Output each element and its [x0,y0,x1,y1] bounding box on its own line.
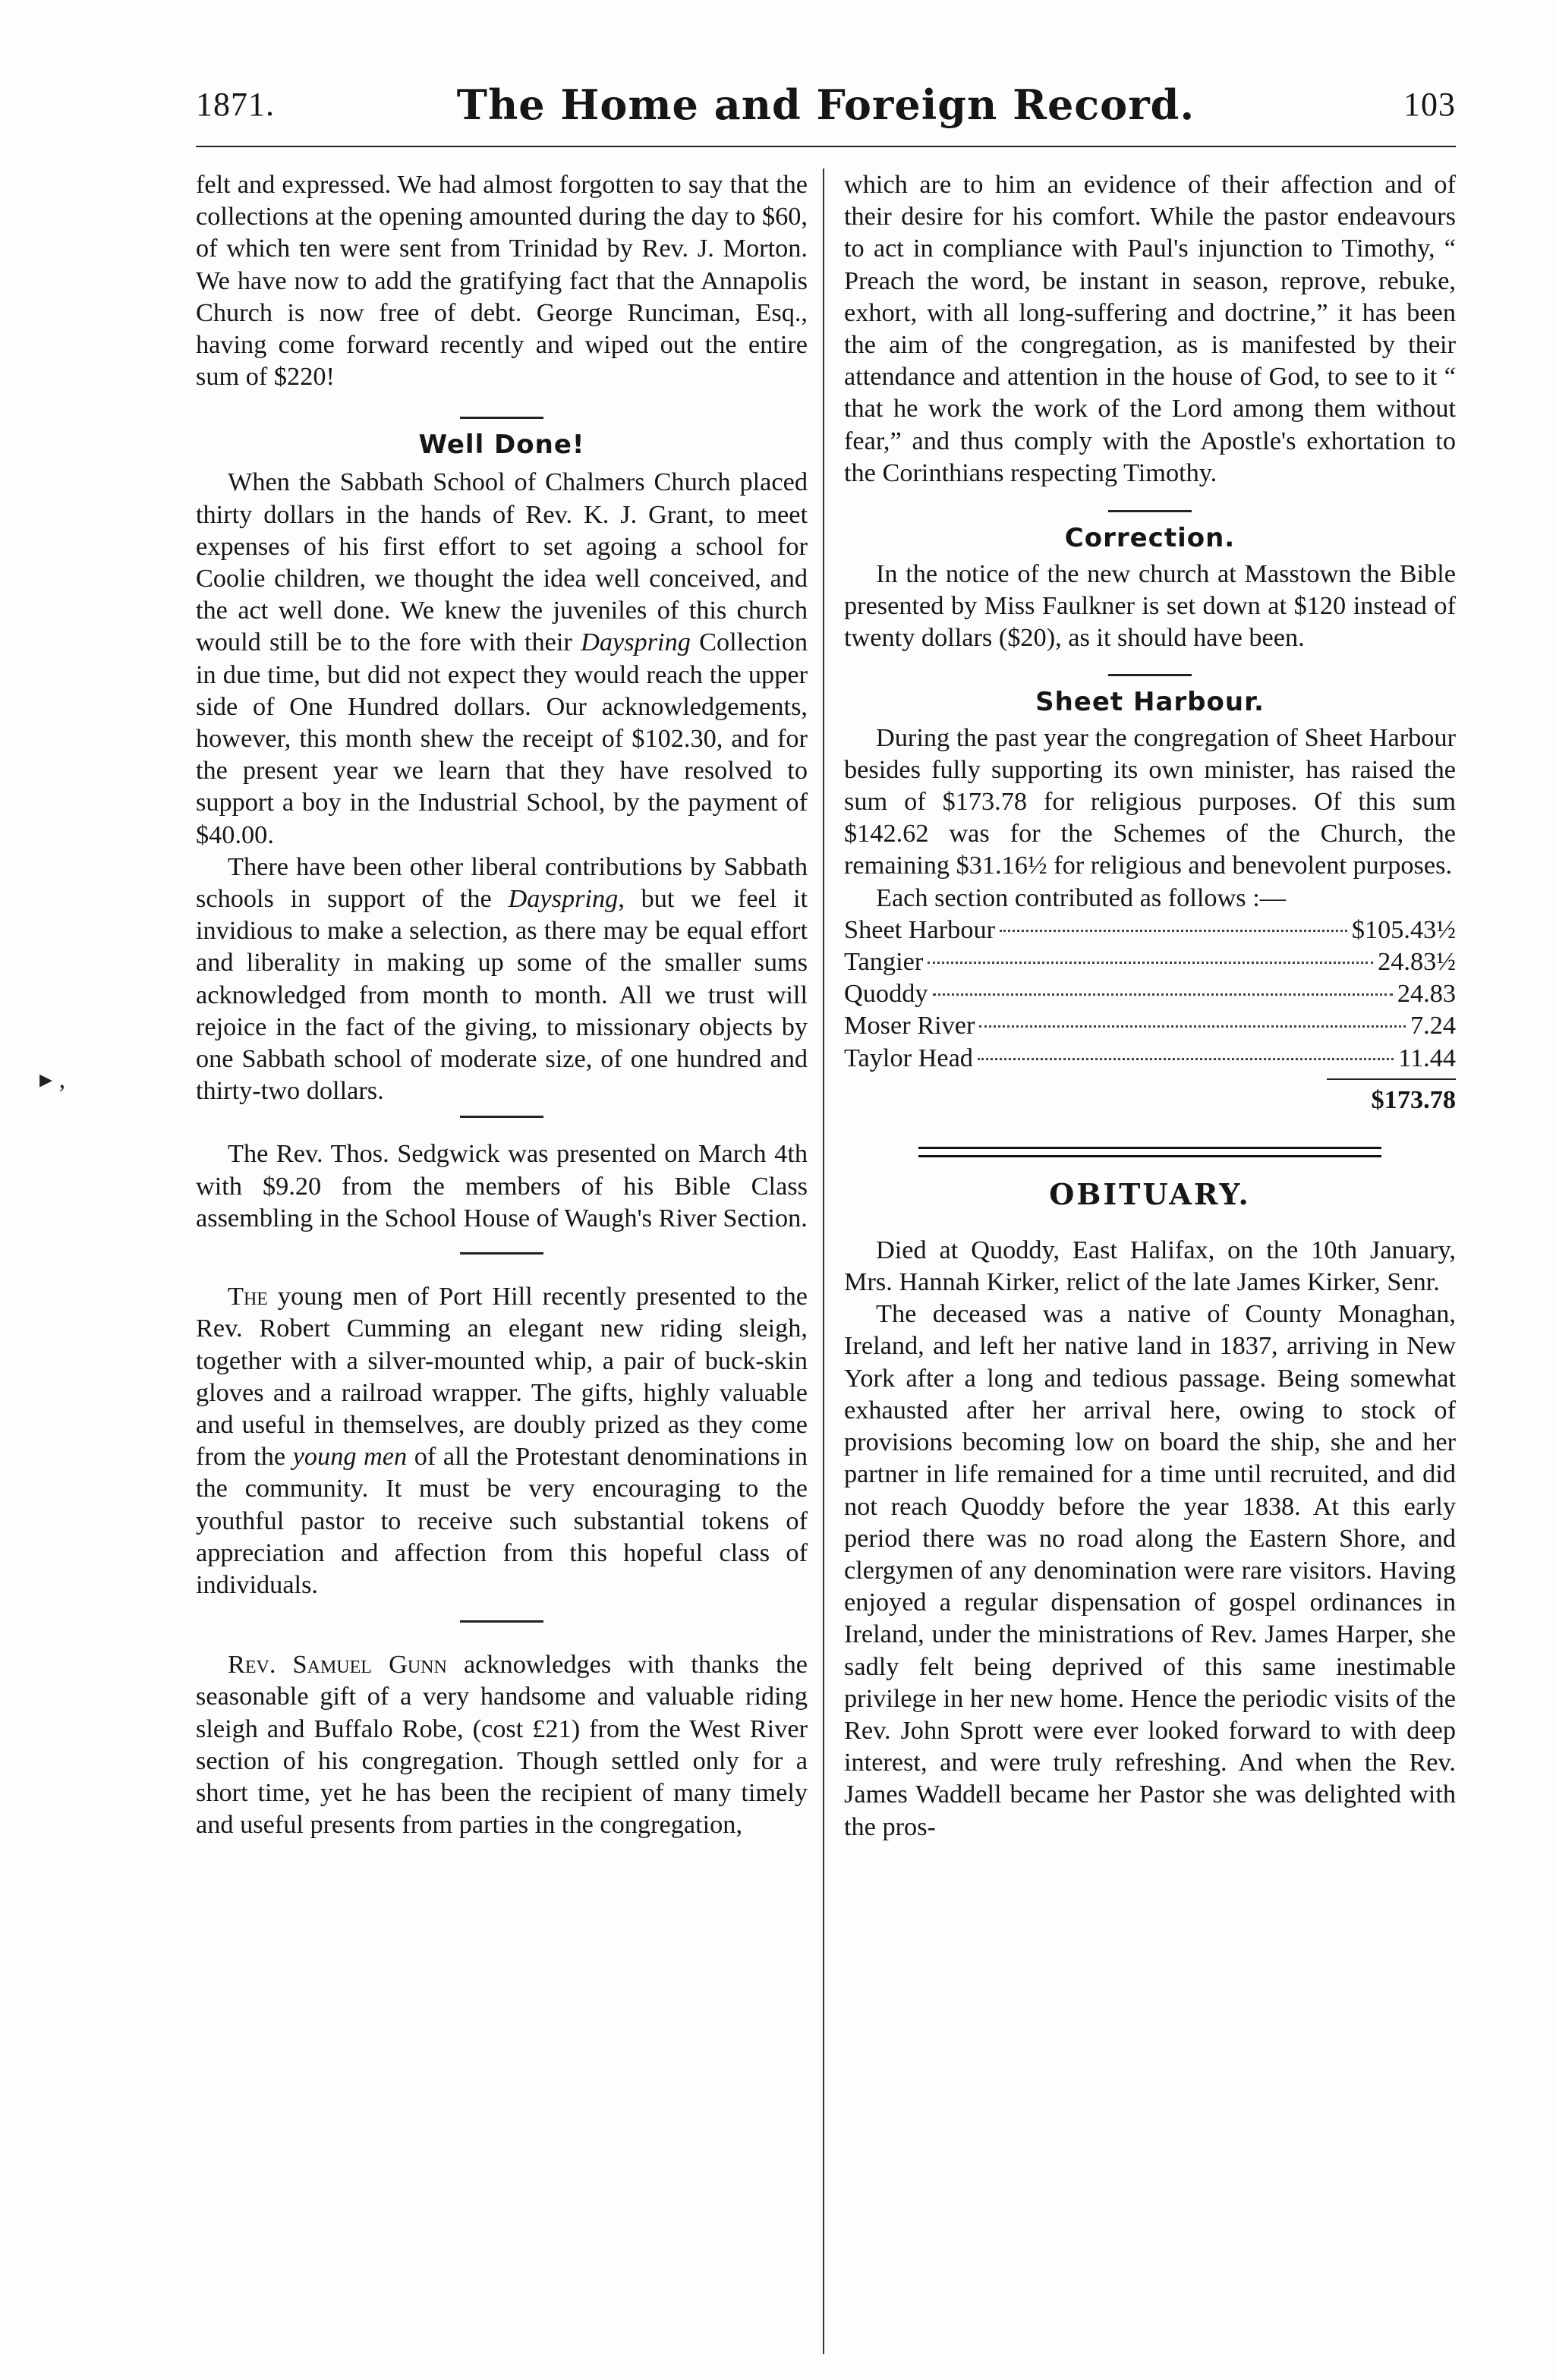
right-column [844,168,1456,1843]
sheet-harbour-heading: Sheet Harbour. [1035,686,1265,717]
section-name: Quoddy [844,979,928,1009]
correction-heading: Correction. [1064,523,1236,554]
correction-paragraph: In the notice of the new church at Masstown the Bible presented by Miss Faulkner is set down at $120 instead of twenty dollars ($20), as it should have been. [844,559,1456,653]
section-amount: $105.43½ [1351,915,1456,944]
section-amount: 24.83 [1397,979,1456,1009]
contributions-total: $173.78 [1371,1085,1456,1114]
section-amount: 11.44 [1398,1043,1456,1072]
margin-mark: ▸ , [39,1066,66,1094]
section-separator [460,1620,543,1623]
header-year: 1871. [196,86,275,123]
section-separator [460,1252,543,1255]
well-done-heading: Well Done! [418,430,585,461]
sedgwick-paragraph: The Rev. Thos. Sedgwick was presented on March 4th with $9.20 from the members of his Bible Class assembling in the School House of Waugh's River Section. [196,1139,808,1232]
section-name: Sheet Harbour [844,915,996,944]
obituary-paragraph-1: Died at Quoddy, East Halifax, on the 10th January, Mrs. Hannah Kirker, relict of the late James Kirker, Senr. [844,1235,1456,1297]
obituary-paragraph-2: The deceased was a native of County Monaghan, Ireland, and left her native land in 1837, arriving in New York after a long and tedious passage. Being somewhat exhausted after her arrival here, owing to stock of provisions becoming low on board the ship, she and her partner in life remained for a time until recruited, and did not reach Quoddy before the year 1838. At this early period there was no road along the Eastern Shore, and clergymen of any denomination were rare visitors. Having enjoyed a regular dispensation of gospel ordinances in Ireland, under the ministrations of Rev. James Harper, she sadly felt being deprived of this same inestimable privilege in her new home. Hence the periodic visits of the Rev. John Sprott were ever looked forward to with deep interest, and were truly refreshing. And when the Rev. James Waddell became her Pastor she was delighted with the pros- [844,1299,1456,1841]
section-separator [460,417,543,419]
gunn-paragraph: Rev. Samuel Gunn acknowledges with thanks the seasonable gift of a very handsome and valuable riding sleigh and Buffalo Robe, (cost £21) from the West River section of his congregation. Though settled only for a short time, yet he has been the recipient of many timely and useful presents from parties in the congregation, [196,1650,808,1840]
sheet-harbour-paragraph: During the past year the congregation of Sheet Harbour besides fully supporting its own minister, has raised the sum of $173.78 for religious purposes. Of this sum $142.62 was for the Schemes of the Church, the remaining $31.16½ for religious and benevolent purposes. [844,722,1456,880]
section-amount: 24.83½ [1378,947,1456,977]
header-rule [196,146,1456,147]
table-row [844,946,1456,978]
journal-title: The Home and Foreign Record. [456,80,1195,129]
running-header [196,80,1456,131]
section-name: Moser River [844,1011,975,1040]
sections-intro: Each section contributed as follows :— [876,883,1287,912]
table-row [844,1042,1456,1074]
section-separator [460,1116,543,1118]
double-rule [918,1147,1381,1157]
well-done-paragraph-2: There have been other liberal contributions by Sabbath schools in support of the Dayspring, but we feel it invidious to make a selection, as there may be equal effort and liberality in making up some of the smaller sums acknowledged from month to month. All we trust will rejoice in the fact of the giving, to missionary objects by one Sabbath school of moderate size, of one hundred and thirty-two dollars. [196,852,808,1106]
well-done-paragraph-1: When the Sabbath School of Chalmers Church placed thirty dollars in the hands of Rev. K. J. Grant, to meet expenses of his first effort to set agoing a school for Coolie children, we thought the idea well conceived, and the act well done. We knew the juveniles of this church would still be to the fore with their Dayspring Collection in due time, but did not expect they would reach the upper side of One Hundred dollars. Our acknowledgements, however, this month shew the receipt of $102.30, and for the present year we learn that they have resolved to support a boy in the Industrial School, by the payment of $40.00. [196,468,808,849]
column-divider [823,168,824,2354]
section-separator [1108,674,1192,676]
total-rule [1327,1078,1456,1080]
contributions-table [844,914,1456,1116]
left-column [196,168,808,1840]
table-row [844,914,1456,946]
page-number: 103 [1403,86,1456,123]
port-hill-paragraph: The young men of Port Hill recently presented to the Rev. Robert Cumming an elegant new riding sleigh, together with a silver-mounted whip, a pair of buck-skin gloves and a railroad wrapper. The gifts, highly valuable and useful in themselves, are doubly prized as they come from the young men of all the Protestant denominations in the community. It must be very encouraging to the youthful pastor to receive such substantial tokens of appreciation and affection from this hopeful class of individuals. [196,1282,808,1599]
annapolis-paragraph: felt and expressed. We had almost forgotten to say that the collections at the opening amounted during the day to $60, of which ten were sent from Trinidad by Rev. J. Morton. We have now to add the gratifying fact that the Annapolis Church is now free of debt. George Runciman, Esq., having come forward recently and wiped out the entire sum of $220! [196,170,808,392]
congregation-paragraph: which are to him an evidence of their affection and of their desire for his comfort. While the pastor endeavours to act in compliance with Paul's injunction to Timothy, “ Preach the word, be instant in season, reprove, rebuke, exhort, with all long-suffering and doctrine,” it has been the aim of the congregation, as is manifested by their attendance and attention in the house of God, to see to it “ that he work the work of the Lord among them without fear,” and thus comply with the Apostle's exhortation to the Corinthians respecting Timothy. [844,170,1456,487]
obituary-heading: OBITUARY. [1049,1176,1251,1211]
table-row [844,1009,1456,1041]
section-separator [1108,510,1192,512]
section-amount: 7.24 [1410,1011,1456,1040]
section-name: Tangier [844,947,924,977]
section-name: Taylor Head [844,1043,973,1072]
table-row [844,978,1456,1009]
